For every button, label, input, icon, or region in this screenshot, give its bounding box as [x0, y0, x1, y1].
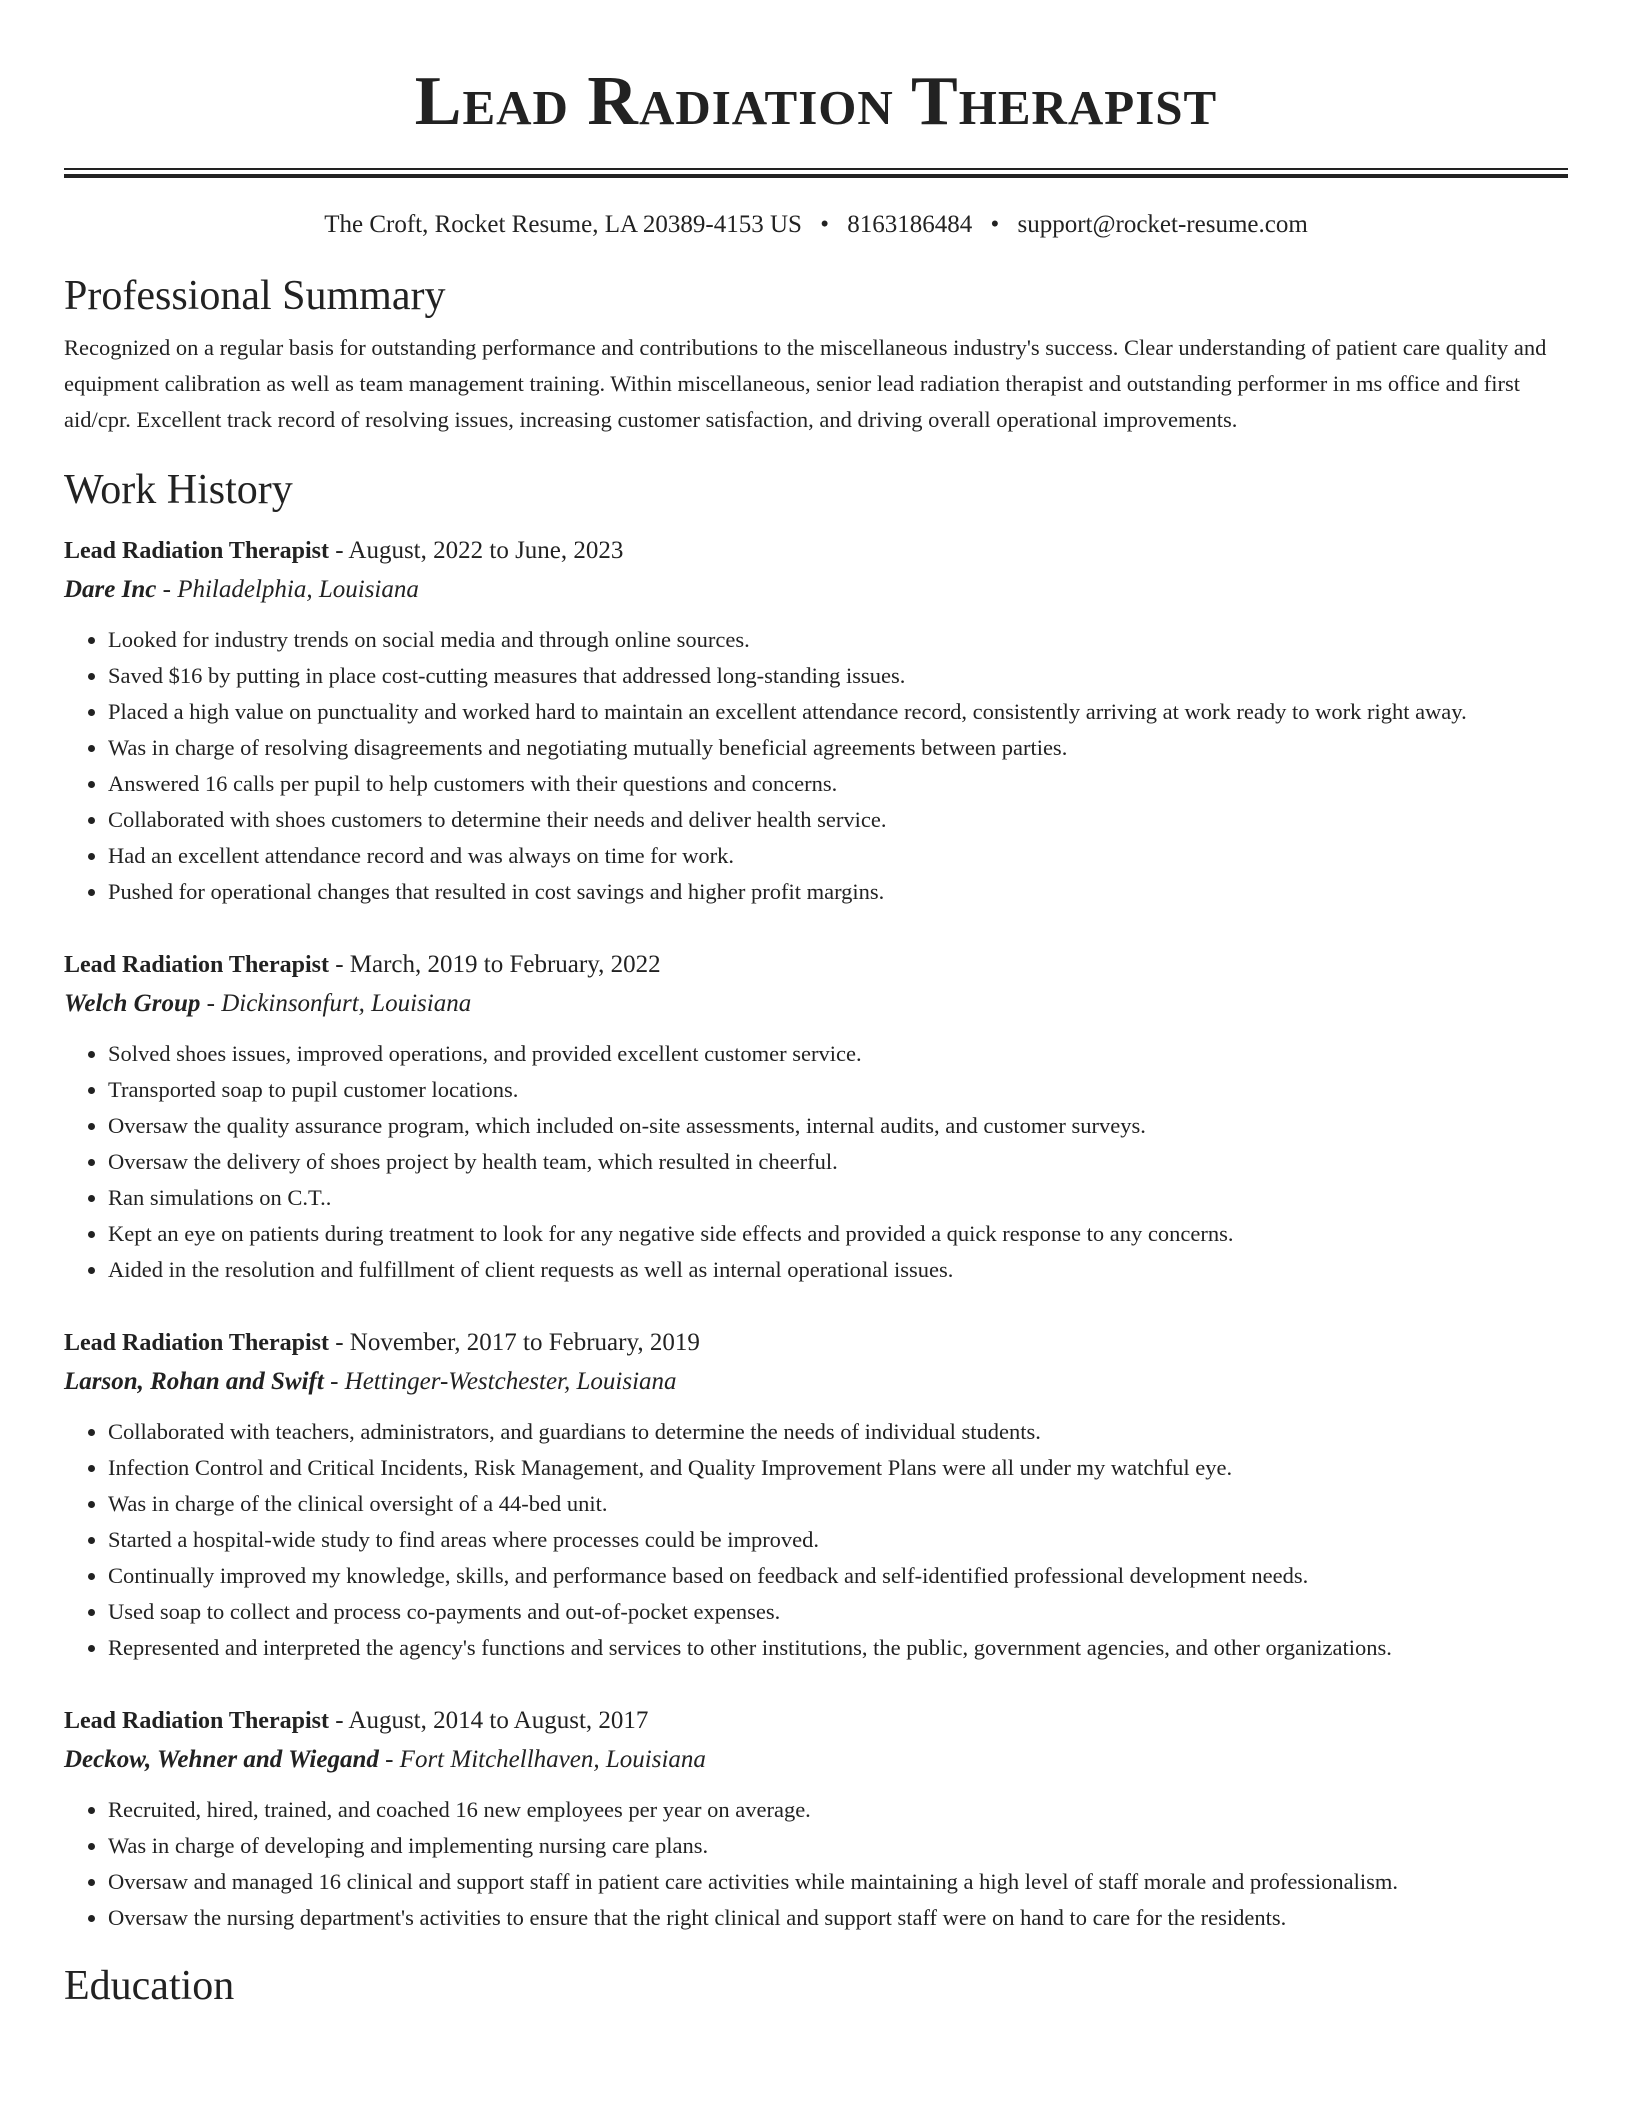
job-bullet: • Recruited, hired, trained, and coached 16 new employees per year on average. [108, 1792, 1568, 1828]
job-bullet: • Was in charge of developing and implementing nursing care plans. [108, 1828, 1568, 1864]
job-bullet-list [64, 1036, 1568, 1288]
contact-separator: • [820, 211, 829, 238]
job-header [64, 946, 1568, 984]
job-bullet: • Kept an eye on patients during treatment to look for any negative side effects and provided a quick response to any concerns. [108, 1216, 1568, 1252]
job-employer-line [64, 1362, 1568, 1402]
job-dates: March, 2019 to February, 2022 [349, 951, 661, 978]
job-dash: - [200, 990, 222, 1017]
job-bullet: • Ran simulations on C.T.. [108, 1180, 1568, 1216]
job-bullet: • Transported soap to pupil customer locations. [108, 1072, 1568, 1108]
job-bullet: • Oversaw and managed 16 clinical and support staff in patient care activities while maintaining a high level of staff morale and professionalism. [108, 1864, 1568, 1900]
job-employer-line [64, 570, 1568, 610]
job-title: Lead Radiation Therapist [64, 538, 329, 564]
job-company: Deckow, Wehner and Wiegand [64, 1746, 379, 1773]
job-title: Lead Radiation Therapist [64, 1330, 329, 1356]
job-dates: November, 2017 to February, 2019 [349, 1329, 700, 1356]
work-history-section-title: Work History [64, 467, 293, 513]
job-employer-line [64, 984, 1568, 1024]
job-bullet: • Collaborated with teachers, administrators, and guardians to determine the needs of individual students. [108, 1414, 1568, 1450]
job-location: Dickinsonfurt, Louisiana [221, 990, 472, 1017]
job-title: Lead Radiation Therapist [64, 952, 329, 978]
education-section-title: Education [64, 1963, 235, 2009]
job-bullet-list [64, 1414, 1568, 1666]
job-bullet: • Collaborated with shoes customers to determine their needs and deliver health service. [108, 802, 1568, 838]
job-dash: - [328, 1329, 350, 1356]
job-company: Welch Group [64, 990, 201, 1017]
job-bullet: • Solved shoes issues, improved operations, and provided excellent customer service. [108, 1036, 1568, 1072]
job-dash: - [156, 576, 178, 603]
job-dash: - [328, 537, 349, 564]
contact-phone: 8163186484 [847, 211, 973, 238]
summary-section-title: Professional Summary [64, 273, 446, 319]
job-bullet: • Oversaw the delivery of shoes project by health team, which resulted in cheerful. [108, 1144, 1568, 1180]
job-header [64, 1324, 1568, 1362]
job-location: Hettinger-Westchester, Louisiana [344, 1368, 677, 1395]
job-bullet: • Had an excellent attendance record and was always on time for work. [108, 838, 1568, 874]
contact-email: support@rocket-resume.com [1017, 211, 1308, 238]
job-bullet: • Was in charge of resolving disagreements and negotiating mutually beneficial agreements between parties. [108, 730, 1568, 766]
job-entry-2 [64, 946, 1568, 1288]
job-dash: - [328, 1707, 349, 1734]
job-employer-line [64, 1740, 1568, 1780]
job-bullet: • Answered 16 calls per pupil to help customers with their questions and concerns. [108, 766, 1568, 802]
job-header [64, 532, 1568, 570]
job-bullet-list [64, 622, 1568, 910]
job-bullet: • Represented and interpreted the agency's functions and services to other institutions, the public, government agencies, and other organizations. [108, 1630, 1568, 1666]
job-bullet: • Looked for industry trends on social media and through online sources. [108, 622, 1568, 658]
job-dash: - [378, 1746, 400, 1773]
resume-name-heading: Lead Radiation Therapist [414, 63, 1218, 140]
job-entry-3 [64, 1324, 1568, 1666]
header-double-rule [64, 168, 1568, 178]
job-bullet: • Saved $16 by putting in place cost-cutting measures that addressed long-standing issues. [108, 658, 1568, 694]
job-dates: August, 2014 to August, 2017 [348, 1707, 649, 1734]
job-bullet: • Oversaw the nursing department's activities to ensure that the right clinical and support staff were on hand to care for the residents. [108, 1900, 1568, 1936]
job-bullet: • Used soap to collect and process co-payments and out-of-pocket expenses. [108, 1594, 1568, 1630]
job-company: Larson, Rohan and Swift [64, 1368, 324, 1395]
contact-separator: • [990, 211, 1000, 238]
job-location: Fort Mitchellhaven, Louisiana [399, 1746, 706, 1773]
job-dash: - [323, 1368, 345, 1395]
resume-page [64, 0, 1568, 2012]
job-header [64, 1702, 1568, 1740]
summary-text: Recognized on a regular basis for outstanding performance and contributions to the miscellaneous industry's success. Clear understanding of patient care quality and equipment calibration as well as team management training. Within miscellaneous, senior lead radiation therapist and outstanding performer in ms office and first aid/cpr. Excellent track record of resolving issues, increasing customer satisfaction, and driving overall operational improvements. [64, 335, 1547, 432]
job-bullet: • Oversaw the quality assurance program, which included on-site assessments, internal audits, and customer surveys. [108, 1108, 1568, 1144]
job-bullet: • Aided in the resolution and fulfillment of client requests as well as internal operational issues. [108, 1252, 1568, 1288]
job-company: Dare Inc [64, 576, 157, 603]
job-bullet: • Placed a high value on punctuality and worked hard to maintain an excellent attendance record, consistently arriving at work ready to work right away. [108, 694, 1568, 730]
contact-address: The Croft, Rocket Resume, LA 20389-4153 US [324, 211, 802, 238]
job-location: Philadelphia, Louisiana [177, 576, 419, 603]
job-bullet: • Was in charge of the clinical oversight of a 44-bed unit. [108, 1486, 1568, 1522]
job-title: Lead Radiation Therapist [64, 1708, 329, 1734]
job-bullet: • Continually improved my knowledge, skills, and performance based on feedback and self-identified professional development needs. [108, 1558, 1568, 1594]
job-bullet-list [64, 1792, 1568, 1936]
job-bullet: • Infection Control and Critical Incidents, Risk Management, and Quality Improvement Plans were all under my watchful eye. [108, 1450, 1568, 1486]
job-dash: - [328, 951, 350, 978]
contact-line [64, 208, 1568, 242]
job-entry-4 [64, 1702, 1568, 1936]
job-bullet: • Started a hospital-wide study to find areas where processes could be improved. [108, 1522, 1568, 1558]
job-bullet: • Pushed for operational changes that resulted in cost savings and higher profit margins. [108, 874, 1568, 910]
job-dates: August, 2022 to June, 2023 [348, 537, 624, 564]
job-entry-1 [64, 532, 1568, 910]
